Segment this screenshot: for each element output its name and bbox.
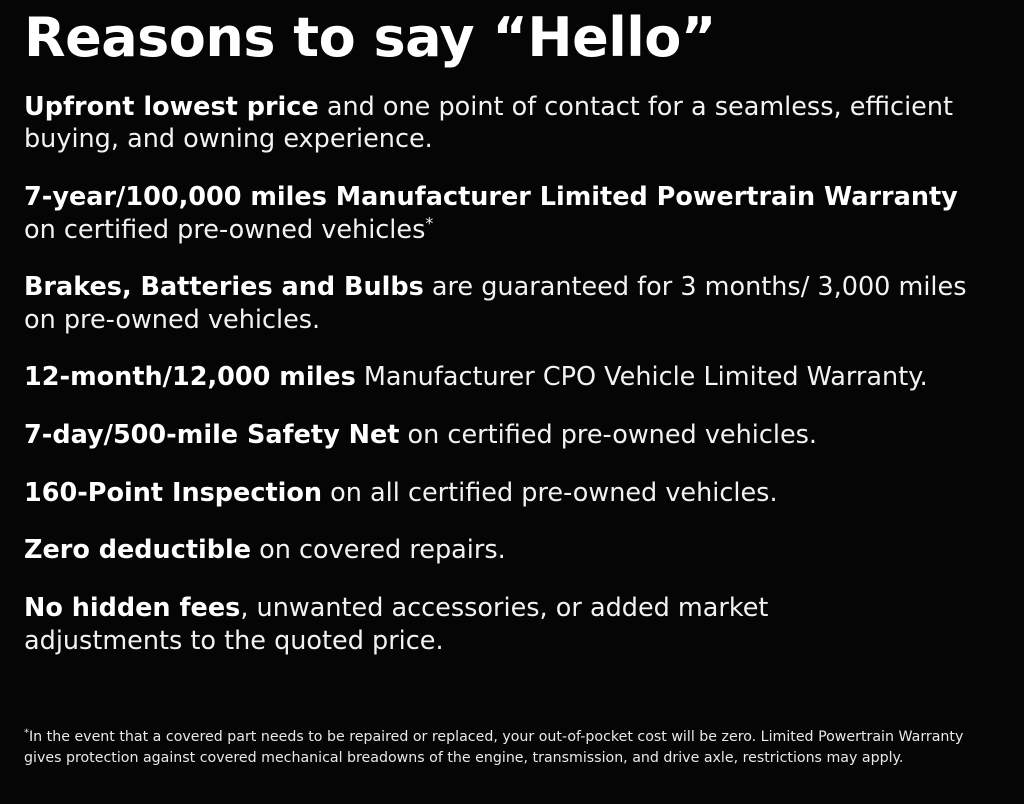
list-item-lead: 160-Point Inspection <box>24 477 323 508</box>
list-item-lead: Upfront lowest price <box>24 91 319 122</box>
list-item <box>24 91 982 156</box>
list-item-superscript: * <box>425 213 434 233</box>
list-item-text: on all certified pre-owned vehicles. <box>322 477 778 508</box>
list-item <box>24 181 982 246</box>
slide-content <box>24 6 988 790</box>
list-item <box>24 477 982 510</box>
list-item-text: on certified pre-owned vehicles. <box>399 420 818 451</box>
list-item-lead: 7-year/100,000 miles Manufacturer Limited Powertrain Warranty <box>24 181 958 212</box>
list-item-lead: 12-month/12,000 miles <box>24 362 356 393</box>
list-item-text: are guaranteed for 3 months/ 3,000 miles on pre-owned vehicles. <box>24 272 967 335</box>
list-item-text: Manufacturer CPO Vehicle Limited Warranty. <box>355 362 928 393</box>
page-title: Reasons to say “Hello” <box>24 6 716 69</box>
list-item-text: on certified pre-owned vehicles <box>24 214 426 245</box>
list-item <box>24 419 982 452</box>
list-item <box>24 361 982 394</box>
list-item-text: , unwanted accessories, or added market adjustments to the quoted price. <box>24 592 769 656</box>
list-item-lead: Zero deductible <box>24 535 252 566</box>
list-item <box>24 534 982 567</box>
footnote <box>24 727 986 768</box>
list-item-lead: 7-day/500-mile Safety Net <box>24 420 400 451</box>
footnote-marker: * <box>24 727 29 739</box>
list-item <box>24 592 784 657</box>
list-item <box>24 271 982 336</box>
list-item-text: on covered repairs. <box>251 535 506 566</box>
list-item-lead: No hidden fees <box>24 592 241 623</box>
list-item-lead: Brakes, Batteries and Bulbs <box>24 272 424 303</box>
benefits-list <box>24 91 988 658</box>
footnote-text: In the event that a covered part needs to be repaired or replaced, your out-of-pocket cost will be zero. Limited Powertrain Warranty gives protection against covered mechanical breadowns of the engine, transmission, and drive axle, restrictions may apply. <box>24 729 964 766</box>
list-item-text: and one point of contact for a seamless, efficient buying, and owning experience. <box>24 91 954 155</box>
